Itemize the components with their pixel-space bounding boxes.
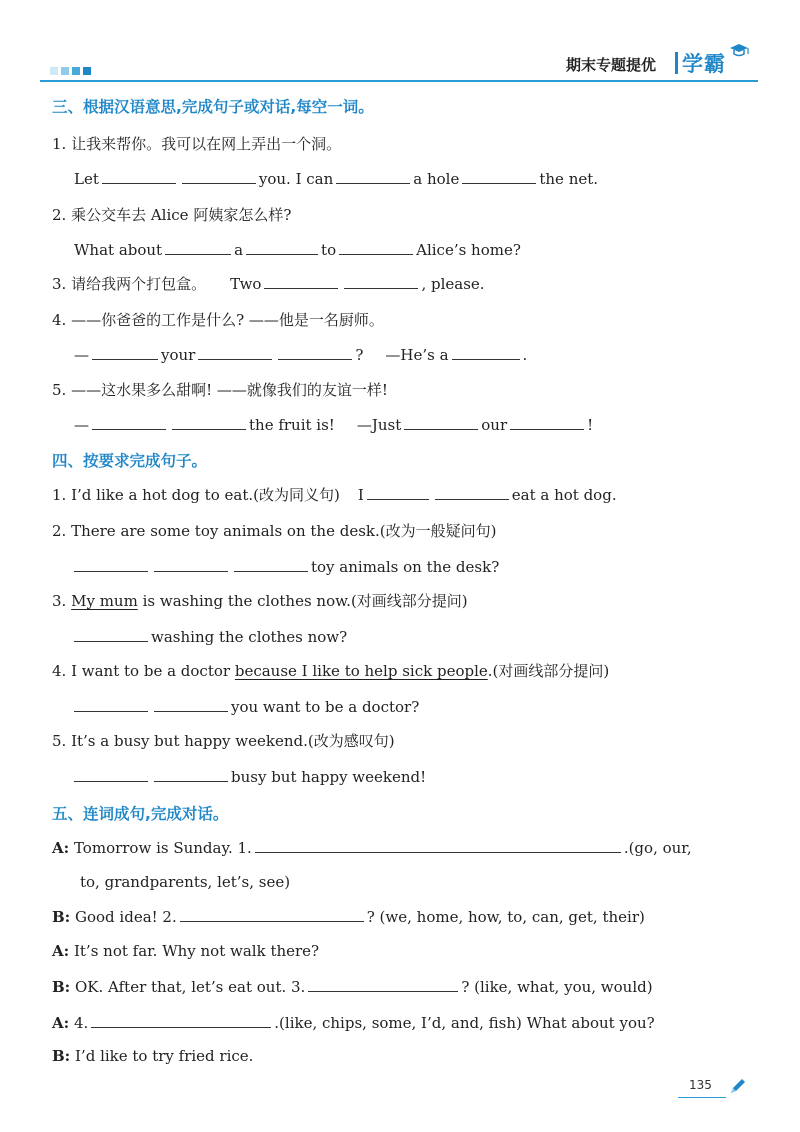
answer-blank[interactable] (367, 484, 429, 500)
s3-q5-chinese: 5. ——这水果多么甜啊! ——就像我们的友谊一样! (52, 381, 388, 399)
answer-blank[interactable] (154, 766, 228, 782)
answer-blank[interactable] (198, 344, 272, 360)
section-5-title: 五、连词成句,完成对话。 (52, 805, 229, 823)
footer-rule (678, 1097, 726, 1098)
s3-q1-english: Let you. I can a hole the net. (74, 170, 599, 188)
s4-q1: 1. I’d like a hot dog to eat.(改为同义句) I eat a hot dog. (52, 486, 617, 504)
answer-blank[interactable] (74, 626, 148, 642)
answer-blank[interactable] (234, 556, 308, 572)
header-topic: 期末专题提优 (566, 56, 657, 74)
answer-blank[interactable] (339, 239, 413, 255)
answer-blank[interactable] (172, 414, 246, 430)
brand-logo: 学霸 (682, 52, 726, 76)
answer-blank[interactable] (91, 1012, 271, 1028)
dialog-line-7: B: I’d like to try fried rice. (52, 1047, 254, 1065)
answer-blank[interactable] (165, 239, 231, 255)
section-3-title: 三、根据汉语意思,完成句子或对话,每空一词。 (52, 98, 374, 116)
answer-blank[interactable] (404, 414, 478, 430)
s4-q2-answer: toy animals on the desk? (74, 556, 499, 577)
answer-blank[interactable] (102, 168, 176, 184)
s4-q2-text: 2. There are some toy animals on the desk.(改为一般疑问句) (52, 522, 497, 540)
answer-blank[interactable] (92, 344, 158, 360)
header-divider (675, 52, 678, 74)
answer-blank[interactable] (255, 837, 621, 853)
answer-blank[interactable] (452, 344, 520, 360)
s4-q3-text: 3. My mum is washing the clothes now.(对画线部分提问) (52, 592, 468, 610)
s3-q4-english: — your ? —He’s a . (74, 346, 528, 364)
underlined-phrase: because I like to help sick people (234, 662, 488, 680)
answer-blank[interactable] (510, 414, 584, 430)
dialog-line-6: A: 4. .(like, chips, some, I’d, and, fish) What about you? (52, 1014, 655, 1032)
s4-q4-answer: you want to be a doctor? (74, 696, 419, 717)
s3-q2-chinese: 2. 乘公交车去 Alice 阿姨家怎么样? (52, 206, 292, 224)
graduation-cap-icon (728, 42, 750, 58)
answer-blank[interactable] (344, 273, 418, 289)
header-squares (50, 67, 91, 75)
page-number: 135 (689, 1078, 712, 1092)
page-header (0, 0, 800, 90)
answer-blank[interactable] (74, 696, 148, 712)
answer-blank[interactable] (92, 414, 166, 430)
dialog-line-4: A: It’s not far. Why not walk there? (52, 942, 320, 960)
answer-blank[interactable] (264, 273, 338, 289)
s4-q4-text: 4. I want to be a doctor because I like to help sick people.(对画线部分提问) (52, 662, 610, 680)
dialog-line-1: A: Tomorrow is Sunday. 1. .(go, our, (52, 839, 692, 857)
pencil-icon (728, 1076, 748, 1096)
header-rule (40, 80, 758, 82)
s3-q3: 3. 请给我两个打包盒。 Two , please. (52, 275, 485, 293)
underlined-phrase: My mum (71, 592, 138, 610)
s3-q2-english: What about a to Alice’s home? (74, 241, 521, 259)
dialog-line-3: B: Good idea! 2. ? (we, home, how, to, can, get, their) (52, 908, 645, 926)
s3-q4-chinese: 4. ——你爸爸的工作是什么? ——他是一名厨师。 (52, 311, 384, 329)
dialog-line-2: to, grandparents, let’s, see) (80, 873, 291, 891)
answer-blank[interactable] (246, 239, 318, 255)
answer-blank[interactable] (278, 344, 352, 360)
answer-blank[interactable] (180, 906, 364, 922)
answer-blank[interactable] (154, 696, 228, 712)
answer-blank[interactable] (435, 484, 509, 500)
answer-blank[interactable] (182, 168, 256, 184)
answer-blank[interactable] (74, 556, 148, 572)
s3-q5-english: — the fruit is! —Just our ! (74, 416, 594, 434)
s4-q5-answer: busy but happy weekend! (74, 766, 426, 787)
section-4-title: 四、按要求完成句子。 (52, 452, 208, 470)
dialog-line-5: B: OK. After that, let’s eat out. 3. ? (like, what, you, would) (52, 978, 653, 996)
answer-blank[interactable] (462, 168, 536, 184)
s4-q5-text: 5. It’s a busy but happy weekend.(改为感叹句) (52, 732, 395, 750)
answer-blank[interactable] (336, 168, 410, 184)
s3-q1-chinese: 1. 让我来帮你。我可以在网上弄出一个洞。 (52, 135, 342, 153)
answer-blank[interactable] (74, 766, 148, 782)
answer-blank[interactable] (308, 976, 458, 992)
s4-q3-answer: washing the clothes now? (74, 626, 347, 647)
answer-blank[interactable] (154, 556, 228, 572)
